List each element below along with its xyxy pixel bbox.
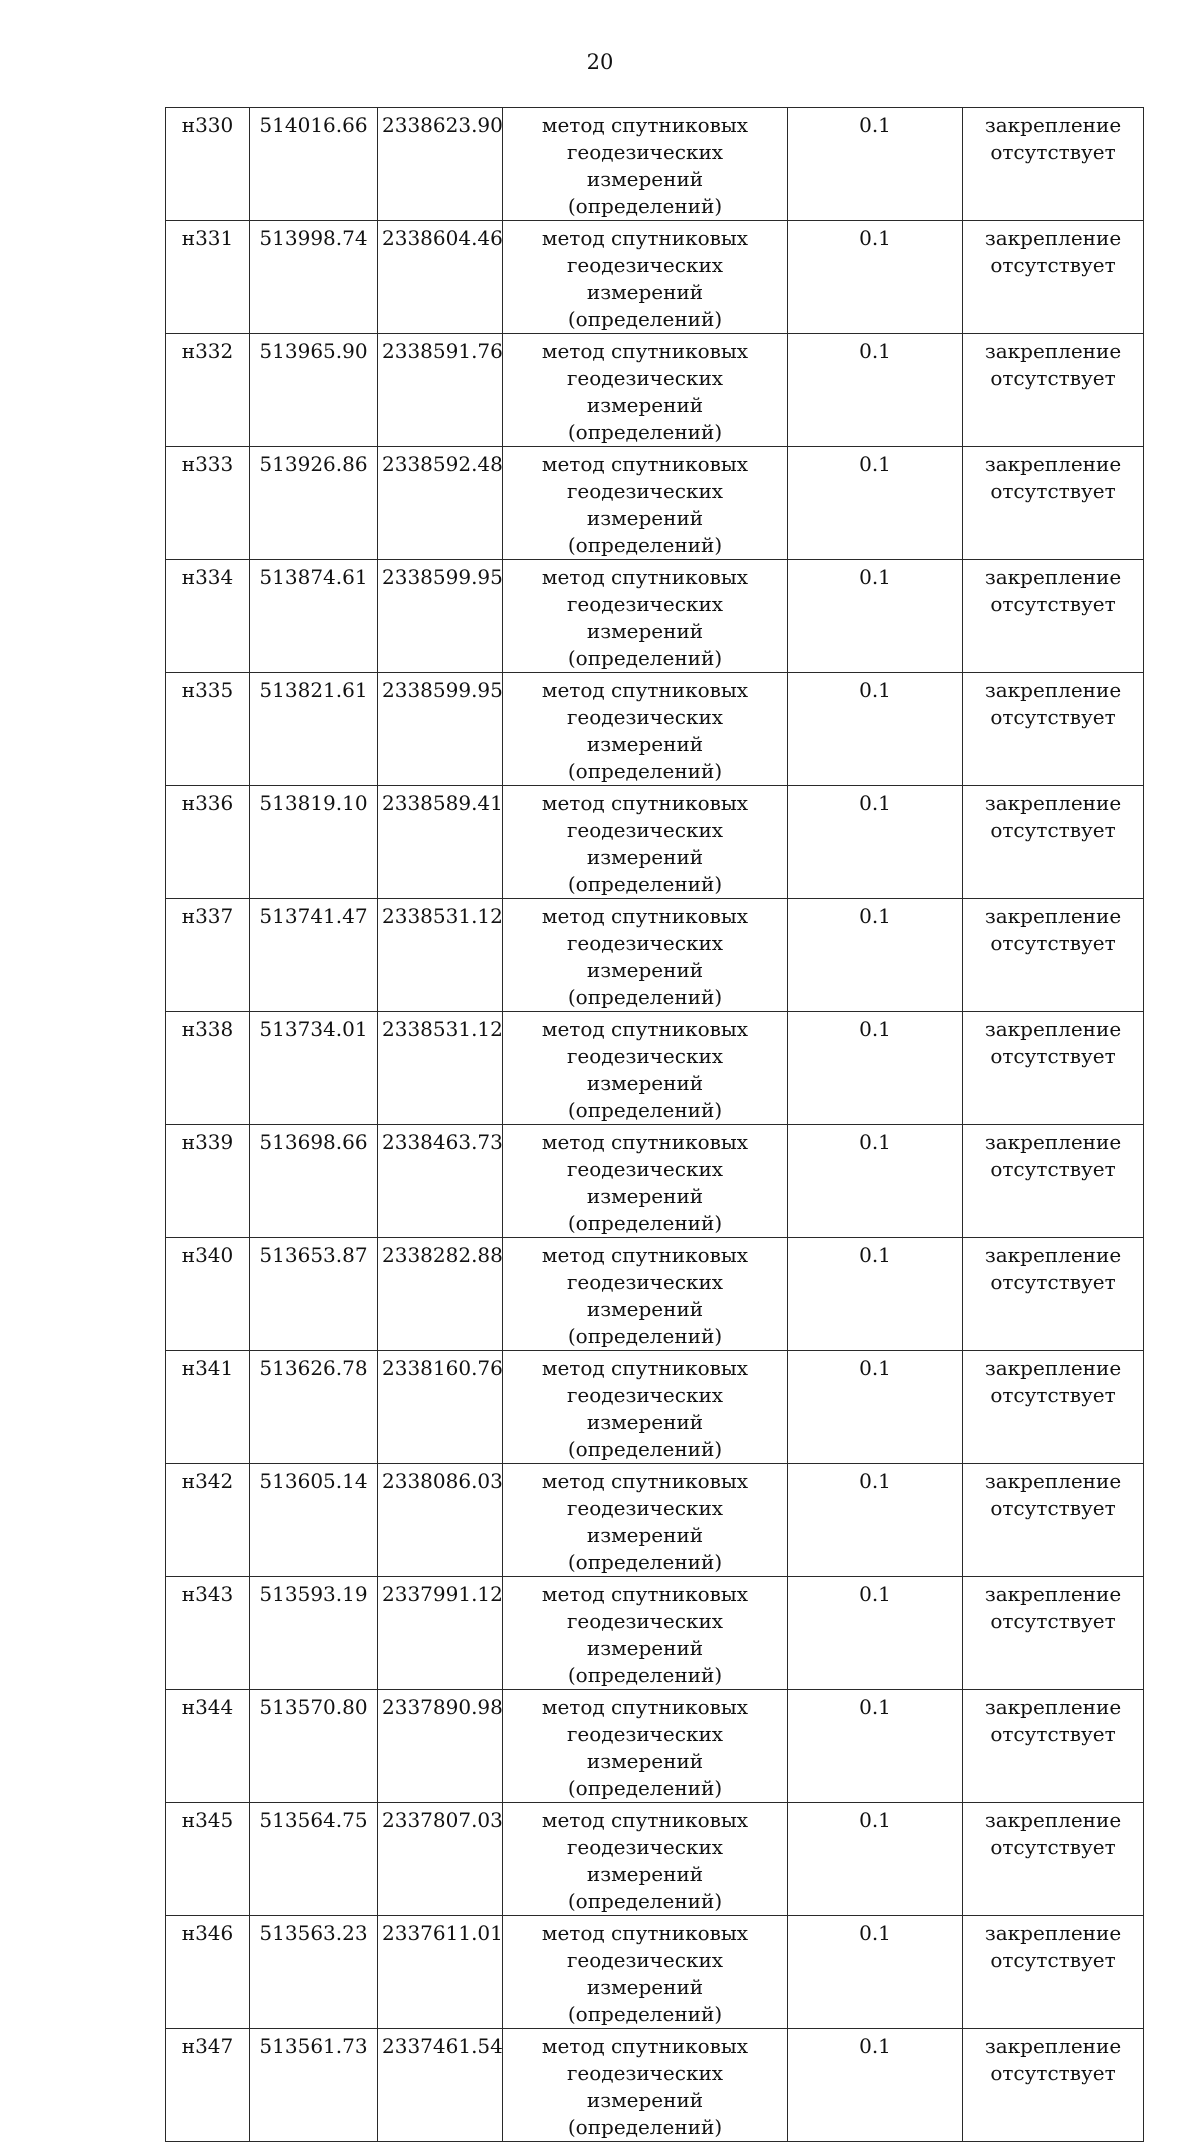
y-coordinate-cell: 2338623.90: [378, 108, 503, 221]
method-cell: метод спутниковых геодезических измерений (определений): [503, 1577, 788, 1690]
fixing-description-cell: закрепление отсутствует: [963, 1916, 1144, 2029]
x-coordinate-cell: 513653.87: [250, 1238, 378, 1351]
point-name-cell: н330: [166, 108, 250, 221]
x-coordinate-cell: 513605.14: [250, 1464, 378, 1577]
accuracy-cell: 0.1: [788, 1012, 963, 1125]
x-coordinate-cell: 513570.80: [250, 1690, 378, 1803]
point-name-cell: н332: [166, 334, 250, 447]
method-cell: метод спутниковых геодезических измерений (определений): [503, 221, 788, 334]
x-coordinate-cell: 513741.47: [250, 899, 378, 1012]
x-coordinate-cell: 513734.01: [250, 1012, 378, 1125]
x-coordinate-cell: 513965.90: [250, 334, 378, 447]
method-cell: метод спутниковых геодезических измерений (определений): [503, 1916, 788, 2029]
method-cell: метод спутниковых геодезических измерений (определений): [503, 673, 788, 786]
x-coordinate-cell: 513698.66: [250, 1125, 378, 1238]
accuracy-cell: 0.1: [788, 1803, 963, 1916]
fixing-description-cell: закрепление отсутствует: [963, 1690, 1144, 1803]
x-coordinate-cell: 513626.78: [250, 1351, 378, 1464]
fixing-description-cell: закрепление отсутствует: [963, 560, 1144, 673]
table-row: [166, 786, 1144, 899]
page-number: 20: [586, 50, 614, 74]
method-cell: метод спутниковых геодезических измерений (определений): [503, 2029, 788, 2142]
x-coordinate-cell: 513819.10: [250, 786, 378, 899]
x-coordinate-cell: 513874.61: [250, 560, 378, 673]
method-cell: метод спутниковых геодезических измерений (определений): [503, 334, 788, 447]
x-coordinate-cell: 513561.73: [250, 2029, 378, 2142]
table-row: [166, 1916, 1144, 2029]
point-name-cell: н336: [166, 786, 250, 899]
x-coordinate-cell: 513926.86: [250, 447, 378, 560]
y-coordinate-cell: 2338463.73: [378, 1125, 503, 1238]
accuracy-cell: 0.1: [788, 1464, 963, 1577]
x-coordinate-cell: 513821.61: [250, 673, 378, 786]
method-cell: метод спутниковых геодезических измерений (определений): [503, 1238, 788, 1351]
point-name-cell: н344: [166, 1690, 250, 1803]
coordinates-table-body: [166, 108, 1144, 2142]
table-row: [166, 1012, 1144, 1125]
accuracy-cell: 0.1: [788, 334, 963, 447]
method-cell: метод спутниковых геодезических измерений (определений): [503, 1125, 788, 1238]
y-coordinate-cell: 2338591.76: [378, 334, 503, 447]
point-name-cell: н346: [166, 1916, 250, 2029]
y-coordinate-cell: 2337611.01: [378, 1916, 503, 2029]
method-cell: метод спутниковых геодезических измерений (определений): [503, 899, 788, 1012]
fixing-description-cell: закрепление отсутствует: [963, 1577, 1144, 1690]
point-name-cell: н340: [166, 1238, 250, 1351]
accuracy-cell: 0.1: [788, 1351, 963, 1464]
accuracy-cell: 0.1: [788, 2029, 963, 2142]
fixing-description-cell: закрепление отсутствует: [963, 221, 1144, 334]
method-cell: метод спутниковых геодезических измерений (определений): [503, 1464, 788, 1577]
table-row: [166, 1690, 1144, 1803]
accuracy-cell: 0.1: [788, 1125, 963, 1238]
accuracy-cell: 0.1: [788, 1238, 963, 1351]
x-coordinate-cell: 513998.74: [250, 221, 378, 334]
fixing-description-cell: закрепление отсутствует: [963, 1012, 1144, 1125]
accuracy-cell: 0.1: [788, 786, 963, 899]
y-coordinate-cell: 2338086.03: [378, 1464, 503, 1577]
table-row: [166, 1464, 1144, 1577]
method-cell: метод спутниковых геодезических измерений (определений): [503, 786, 788, 899]
y-coordinate-cell: 2337461.54: [378, 2029, 503, 2142]
accuracy-cell: 0.1: [788, 1577, 963, 1690]
method-cell: метод спутниковых геодезических измерений (определений): [503, 1690, 788, 1803]
table-row: [166, 560, 1144, 673]
fixing-description-cell: закрепление отсутствует: [963, 899, 1144, 1012]
y-coordinate-cell: 2338282.88: [378, 1238, 503, 1351]
table-row: [166, 2029, 1144, 2142]
y-coordinate-cell: 2338592.48: [378, 447, 503, 560]
table-row: [166, 899, 1144, 1012]
x-coordinate-cell: 514016.66: [250, 108, 378, 221]
method-cell: метод спутниковых геодезических измерений (определений): [503, 560, 788, 673]
y-coordinate-cell: 2338160.76: [378, 1351, 503, 1464]
fixing-description-cell: закрепление отсутствует: [963, 673, 1144, 786]
point-name-cell: н339: [166, 1125, 250, 1238]
table-row: [166, 447, 1144, 560]
x-coordinate-cell: 513593.19: [250, 1577, 378, 1690]
table-row: [166, 1351, 1144, 1464]
table-row: [166, 1125, 1144, 1238]
fixing-description-cell: закрепление отсутствует: [963, 1238, 1144, 1351]
table-row: [166, 334, 1144, 447]
point-name-cell: н347: [166, 2029, 250, 2142]
fixing-description-cell: закрепление отсутствует: [963, 447, 1144, 560]
point-name-cell: н341: [166, 1351, 250, 1464]
table-row: [166, 673, 1144, 786]
accuracy-cell: 0.1: [788, 1690, 963, 1803]
accuracy-cell: 0.1: [788, 221, 963, 334]
fixing-description-cell: закрепление отсутствует: [963, 1125, 1144, 1238]
accuracy-cell: 0.1: [788, 899, 963, 1012]
y-coordinate-cell: 2338599.95: [378, 673, 503, 786]
method-cell: метод спутниковых геодезических измерений (определений): [503, 1351, 788, 1464]
y-coordinate-cell: 2337991.12: [378, 1577, 503, 1690]
point-name-cell: н331: [166, 221, 250, 334]
coordinates-table: [165, 107, 1144, 2142]
y-coordinate-cell: 2337807.03: [378, 1803, 503, 1916]
table-row: [166, 221, 1144, 334]
y-coordinate-cell: 2338589.41: [378, 786, 503, 899]
point-name-cell: н334: [166, 560, 250, 673]
y-coordinate-cell: 2337890.98: [378, 1690, 503, 1803]
point-name-cell: н345: [166, 1803, 250, 1916]
accuracy-cell: 0.1: [788, 108, 963, 221]
fixing-description-cell: закрепление отсутствует: [963, 1803, 1144, 1916]
method-cell: метод спутниковых геодезических измерений (определений): [503, 1803, 788, 1916]
y-coordinate-cell: 2338531.12: [378, 1012, 503, 1125]
point-name-cell: н338: [166, 1012, 250, 1125]
fixing-description-cell: закрепление отсутствует: [963, 2029, 1144, 2142]
point-name-cell: н343: [166, 1577, 250, 1690]
fixing-description-cell: закрепление отсутствует: [963, 334, 1144, 447]
table-row: [166, 108, 1144, 221]
fixing-description-cell: закрепление отсутствует: [963, 1351, 1144, 1464]
x-coordinate-cell: 513564.75: [250, 1803, 378, 1916]
y-coordinate-cell: 2338531.12: [378, 899, 503, 1012]
accuracy-cell: 0.1: [788, 1916, 963, 2029]
method-cell: метод спутниковых геодезических измерений (определений): [503, 447, 788, 560]
table-row: [166, 1577, 1144, 1690]
point-name-cell: н342: [166, 1464, 250, 1577]
fixing-description-cell: закрепление отсутствует: [963, 1464, 1144, 1577]
x-coordinate-cell: 513563.23: [250, 1916, 378, 2029]
point-name-cell: н333: [166, 447, 250, 560]
fixing-description-cell: закрепление отсутствует: [963, 786, 1144, 899]
y-coordinate-cell: 2338599.95: [378, 560, 503, 673]
accuracy-cell: 0.1: [788, 447, 963, 560]
table-row: [166, 1238, 1144, 1351]
accuracy-cell: 0.1: [788, 560, 963, 673]
method-cell: метод спутниковых геодезических измерений (определений): [503, 108, 788, 221]
y-coordinate-cell: 2338604.46: [378, 221, 503, 334]
point-name-cell: н335: [166, 673, 250, 786]
point-name-cell: н337: [166, 899, 250, 1012]
table-row: [166, 1803, 1144, 1916]
fixing-description-cell: закрепление отсутствует: [963, 108, 1144, 221]
method-cell: метод спутниковых геодезических измерений (определений): [503, 1012, 788, 1125]
accuracy-cell: 0.1: [788, 673, 963, 786]
